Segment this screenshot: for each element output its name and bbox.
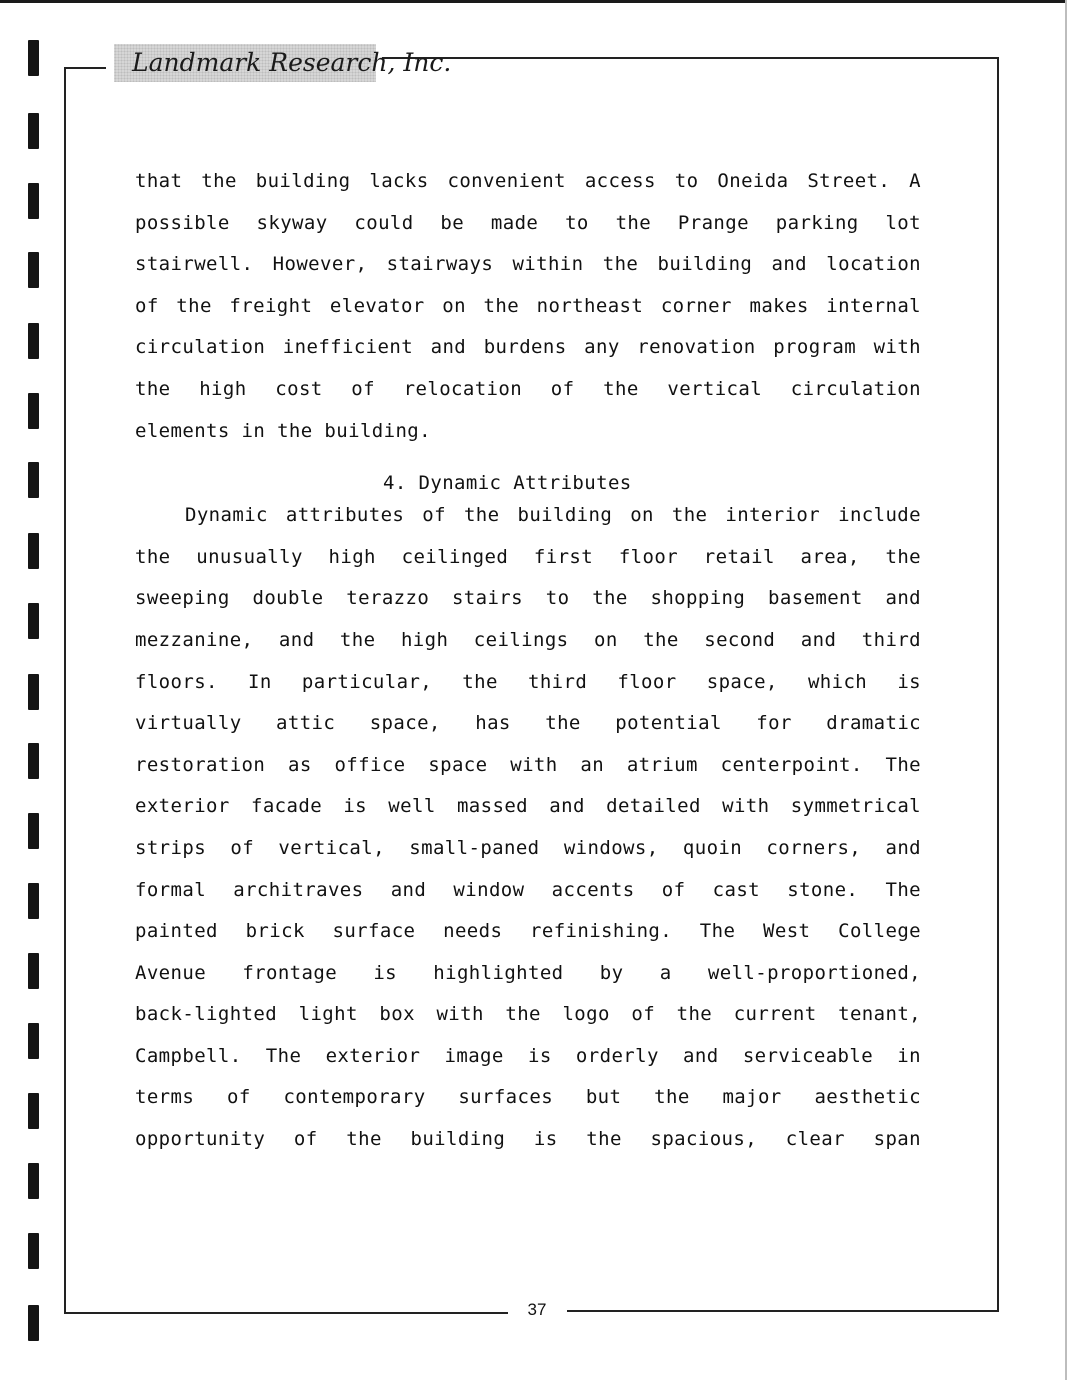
- document-body: [135, 166, 921, 1166]
- text-line: Dynamic attributes of the building on the interior include: [185, 504, 921, 527]
- binding-hole: [28, 743, 39, 779]
- text-line: that the building lacks convenient access to Oneida Street. A: [135, 170, 921, 192]
- text-line: virtually attic space, has the potential for dramatic: [135, 712, 921, 735]
- frame-border-top-right: [382, 57, 998, 59]
- scan-edge-top: [0, 0, 1067, 3]
- text-line: mezzanine, and the high ceilings on the second and third: [135, 628, 921, 651]
- text-line: exterior facade is well massed and detailed with symmetrical: [135, 795, 921, 818]
- binding-hole: [28, 183, 39, 219]
- frame-border-top-left: [64, 67, 106, 69]
- section-heading: 4. Dynamic Attributes: [383, 472, 632, 495]
- binding-hole: [28, 462, 39, 498]
- binding-hole: [28, 603, 39, 639]
- text-line: elements in the building.: [135, 419, 431, 442]
- binding-hole: [28, 1305, 39, 1341]
- binding-hole: [28, 883, 39, 919]
- text-line: possible skyway could be made to the Prange parking lot: [135, 211, 921, 234]
- text-line: sweeping double terazzo stairs to the shopping basement and: [135, 587, 921, 610]
- text-line: Campbell. The exterior image is orderly and serviceable in: [135, 1044, 921, 1067]
- text-line: the unusually high ceilinged first floor retail area, the: [135, 545, 921, 568]
- frame-border-right: [997, 57, 999, 1311]
- text-line: floors. In particular, the third floor space, which is: [135, 670, 921, 693]
- binding-hole: [28, 813, 39, 849]
- binding-hole: [28, 113, 39, 149]
- company-logo: Landmark Research, Inc.: [114, 44, 376, 82]
- binding-hole: [28, 953, 39, 989]
- text-line: the high cost of relocation of the vertical circulation: [135, 377, 921, 400]
- binding-hole: [28, 323, 39, 359]
- binding-hole: [28, 252, 39, 288]
- binding-hole: [28, 40, 39, 76]
- text-line: formal architraves and window accents of cast stone. The: [135, 878, 921, 901]
- frame-border-bottom-right: [567, 1310, 999, 1312]
- text-line: Avenue frontage is highlighted by a well-proportioned,: [135, 961, 921, 984]
- binding-hole: [28, 1093, 39, 1129]
- binding-hole: [28, 1163, 39, 1199]
- binding-hole: [28, 533, 39, 569]
- binding-hole: [28, 393, 39, 429]
- text-line: strips of vertical, small-paned windows, quoin corners, and: [135, 836, 921, 859]
- text-line: terms of contemporary surfaces but the major aesthetic: [135, 1086, 921, 1109]
- frame-border-left: [64, 67, 66, 1313]
- text-line: stairwell. However, stairways within the building and location: [135, 253, 921, 276]
- text-line: restoration as office space with an atrium centerpoint. The: [135, 753, 921, 776]
- page-number: 37: [527, 1300, 547, 1319]
- text-line: of the freight elevator on the northeast corner makes internal: [135, 294, 921, 317]
- binding-hole: [28, 1023, 39, 1059]
- text-line: back-lighted light box with the logo of the current tenant,: [135, 1003, 921, 1026]
- text-line: painted brick surface needs refinishing. The West College: [135, 920, 921, 943]
- binding-hole: [28, 674, 39, 710]
- frame-border-bottom-left: [64, 1312, 508, 1314]
- text-line: opportunity of the building is the spacious, clear span: [135, 1128, 921, 1151]
- binding-hole: [28, 1233, 39, 1269]
- text-line: circulation inefficient and burdens any renovation program with: [135, 336, 921, 359]
